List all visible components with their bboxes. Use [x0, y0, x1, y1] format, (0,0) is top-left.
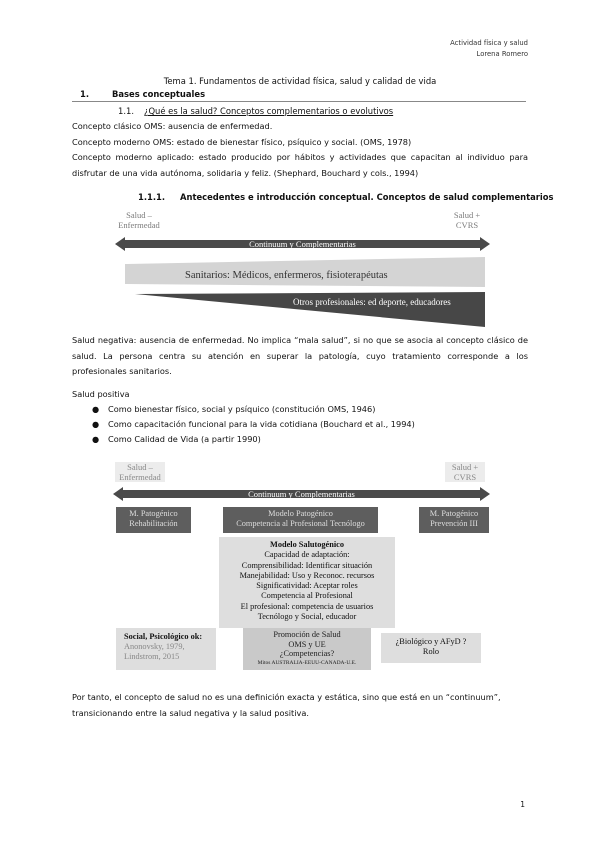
box-social-psychological: Social, Psicológico ok: Anonovsky, 1979, Lindstrom, 2015 — [116, 628, 216, 670]
wedge-other-professionals: Otros profesionales: ed deporte, educadores — [293, 297, 451, 307]
continuum-arrow-label: Continuum y Complementarias — [248, 489, 355, 499]
heading-divider — [72, 101, 526, 102]
negative-health-paragraph: Salud negativa: ausencia de enfermedad. No implica “mala salud”, si no que se asocia al concepto clásico de salud. La persona centra su atención en superar la patología, cuyo tratamiento corresponde a los profesionales sanitarios. — [72, 335, 528, 376]
left-pole-label: Salud – Enfermedad — [118, 210, 160, 230]
section-label: Bases conceptuales — [112, 89, 206, 99]
list-item: ● Como Calidad de Vida (a partir 1990) — [92, 434, 261, 444]
box-biological: ¿Biológico y AFyD ? Rolo — [381, 633, 481, 663]
section-heading-1-1-1 — [138, 192, 554, 202]
box-pathogenic-rehab: M. Patogénico Rehabilitación — [116, 507, 191, 533]
box-pathogenic-prevention: M. Patogénico Prevención III — [419, 507, 489, 533]
right-pole-label: Salud + CVRS — [445, 462, 485, 482]
conclusion-paragraph: Por tanto, el concepto de salud no es una definición exacta y estática, sino que está en un “continuum”, transicionando entre la salud negativa y la salud positiva. — [72, 692, 501, 718]
section-number: 1.1.1. — [138, 192, 166, 202]
header-subject: Actividad física y salud — [450, 39, 528, 47]
definition-applied: Concepto moderno aplicado: estado producido por hábitos y actividades que capacitan al individuo para disfrutar de una vida autónoma, solidaria y feliz. (Shephard, Bouchard y cols., 1994) — [72, 152, 528, 178]
continuum-arrow-label: Continuum y Complementarias — [249, 239, 356, 249]
list-item: ● Como bienestar físico, social y psíquico (constitución OMS, 1946) — [92, 404, 376, 414]
section-number: 1. — [80, 89, 90, 99]
box-pathogenic-model: Modelo Patogénico Competencia al Profesional Tecnólogo — [223, 507, 378, 533]
continuum-figure-2 — [113, 455, 490, 673]
definition-classic: Concepto clásico OMS: ausencia de enfermedad. — [72, 121, 273, 131]
continuum-figure-1 — [115, 207, 490, 329]
page-header — [450, 38, 528, 59]
list-item: ● Como capacitación funcional para la vida cotidiana (Bouchard et al., 1994) — [92, 419, 415, 429]
definition-modern: Concepto moderno OMS: estado de bienestar físico, psíquico y social. (OMS, 1978) — [72, 137, 412, 147]
left-pole-label: Salud – Enfermedad — [115, 462, 165, 482]
professional-wedges — [115, 257, 490, 329]
section-heading-1 — [80, 89, 205, 99]
section-heading-1-1 — [118, 106, 393, 116]
section-label: Antecedentes e introducción conceptual. Conceptos de salud complementarios — [180, 192, 554, 202]
positive-health-heading: Salud positiva — [72, 389, 130, 399]
box-health-promotion: Promoción de Salud OMS y UE ¿Competencias? Mitos AUSTRALIA-EEUU-CANADA-U.E. — [243, 628, 371, 670]
box-salutogenic-model: Modelo Salutogénico Capacidad de adaptación: Comprensibilidad: Identificar situación Manejabilidad: Uso y Reconoc. recursos Significatividad: Aceptar roles Competencia al Profesional El profesional: competencia de usuarios Tecnólogo y Social, educador — [219, 537, 395, 628]
page-number: 1 — [520, 800, 525, 809]
section-number: 1.1. — [118, 106, 134, 116]
wedge-health-professionals: Sanitarios: Médicos, enfermeros, fisioterapéutas — [185, 270, 388, 281]
right-pole-label: Salud + CVRS — [453, 210, 481, 230]
page-title: Tema 1. Fundamentos de actividad física, salud y calidad de vida — [163, 76, 437, 86]
section-label: ¿Qué es la salud? Conceptos complementarios o evolutivos — [144, 106, 394, 116]
header-author: Lorena Romero — [476, 49, 528, 58]
